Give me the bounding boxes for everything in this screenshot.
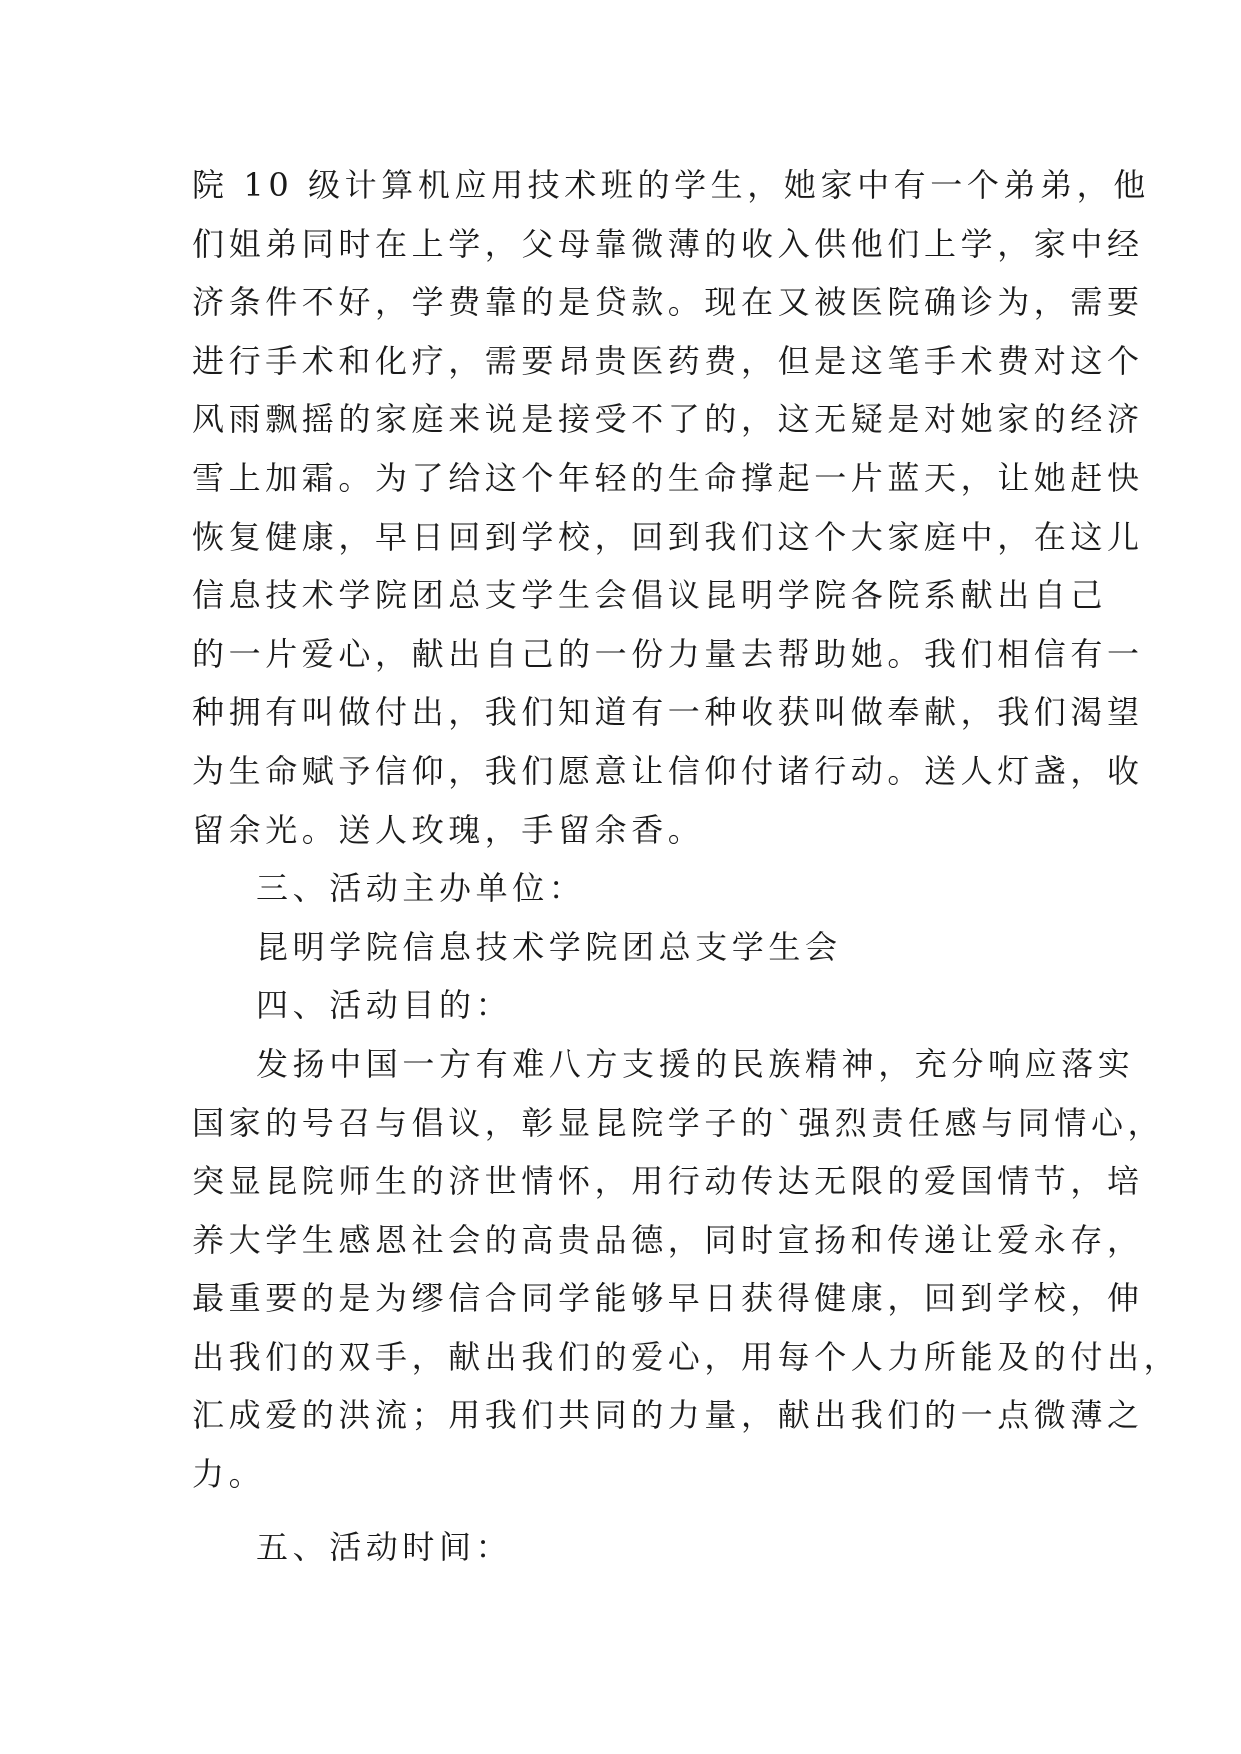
organizer-name: 昆明学院信息技术学院团总支学生会 bbox=[256, 927, 842, 966]
section-heading-purpose: 四、活动目的： bbox=[256, 986, 513, 1025]
paragraph-line: 信息技术学院团总支学生会倡议昆明学院各院系献出自己 bbox=[192, 576, 1108, 615]
paragraph-line: 为生命赋予信仰，我们愿意让信仰付诸行动。送人灯盏，收 bbox=[192, 751, 1144, 790]
paragraph-line: 种拥有叫做付出，我们知道有一种收获叫做奉献，我们渴望 bbox=[192, 693, 1144, 732]
paragraph-line: 进行手术和化疗，需要昂贵医药费，但是这笔手术费对这个 bbox=[192, 341, 1144, 380]
paragraph-line: 雪上加霜。为了给这个年轻的生命撑起一片蓝天，让她赶快 bbox=[192, 458, 1144, 497]
section-heading-time: 五、活动时间： bbox=[256, 1527, 513, 1566]
paragraph-line: 汇成爱的洪流；用我们共同的力量，献出我们的一点微薄之 bbox=[192, 1396, 1144, 1435]
paragraph-line: 留余光。送人玫瑰，手留余香。 bbox=[192, 810, 705, 849]
paragraph-line: 济条件不好，学费靠的是贷款。现在又被医院确诊为，需要 bbox=[192, 283, 1144, 322]
spacer bbox=[192, 1504, 1072, 1518]
paragraph-line: 的一片爱心，献出自己的一份力量去帮助她。我们相信有一 bbox=[192, 634, 1144, 673]
paragraph-line: 最重要的是为缪信合同学能够早日获得健康，回到学校，伸 bbox=[192, 1279, 1144, 1318]
paragraph-line: 发扬中国一方有难八方支援的民族精神，充分响应落实 bbox=[256, 1044, 1135, 1083]
section-heading-organizer: 三、活动主办单位： bbox=[256, 869, 586, 908]
document-body bbox=[192, 156, 1181, 1576]
paragraph-line: 恢复健康，早日回到学校，回到我们这个大家庭中，在这儿 bbox=[192, 517, 1144, 556]
paragraph-line: 风雨飘摇的家庭来说是接受不了的，这无疑是对她家的经济 bbox=[192, 400, 1144, 439]
paragraph-line: 院 10 级计算机应用技术班的学生，她家中有一个弟弟，他 bbox=[192, 166, 1150, 204]
paragraph-line: 们姐弟同时在上学，父母靠微薄的收入供他们上学，家中经 bbox=[192, 224, 1144, 263]
paragraph-line: 力。 bbox=[192, 1455, 266, 1494]
paragraph-line: 养大学生感恩社会的高贵品德，同时宣扬和传递让爱永存， bbox=[192, 1220, 1144, 1259]
paragraph-line: 出我们的双手，献出我们的爱心，用每个人力所能及的付出， bbox=[192, 1337, 1181, 1376]
paragraph-line: 突显昆院师生的济世情怀，用行动传达无限的爱国情节，培 bbox=[192, 1162, 1144, 1201]
paragraph-line: 国家的号召与倡议，彰显昆院学子的`强烈责任感与同情心， bbox=[192, 1103, 1165, 1142]
